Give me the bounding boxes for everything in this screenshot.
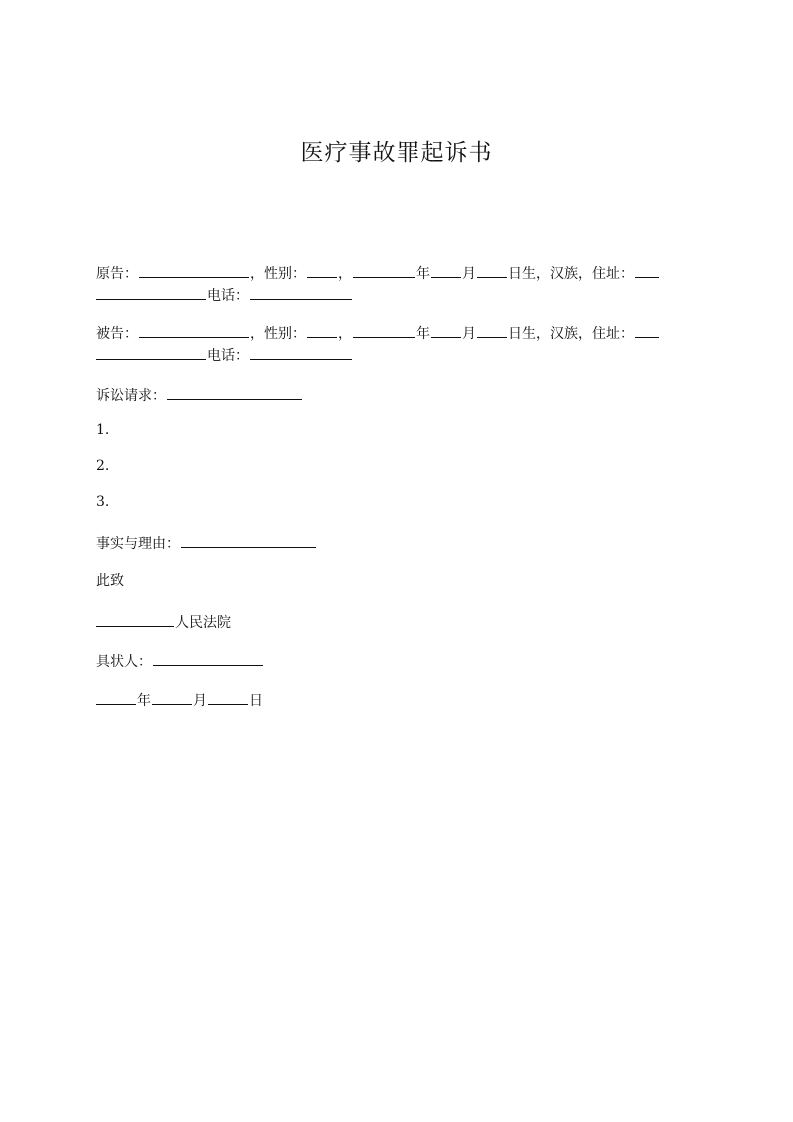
claims-label: 诉讼请求：	[96, 388, 166, 404]
signer-line	[96, 650, 264, 672]
defendant-name-blank[interactable]	[139, 322, 249, 338]
defendant-line-1	[96, 322, 660, 344]
plaintiff-label: 原告：	[96, 266, 138, 282]
defendant-line-2	[96, 344, 353, 366]
signer-label: 具状人：	[96, 654, 152, 670]
defendant-label: 被告：	[96, 326, 138, 342]
plaintiff-month-blank[interactable]	[431, 262, 461, 278]
defendant-phone-blank[interactable]	[250, 344, 352, 360]
defendant-gender-blank[interactable]	[307, 322, 337, 338]
claim-item-1: 1.	[96, 422, 110, 438]
date-month-blank[interactable]	[152, 689, 192, 705]
facts-blank[interactable]	[181, 532, 316, 548]
plaintiff-phone-label: 电话：	[207, 288, 249, 304]
date-month-label: 月	[193, 693, 207, 709]
defendant-birth-address-label: 日生，汉族，住址：	[508, 326, 634, 342]
date-day-label: 日	[249, 693, 263, 709]
court-suffix: 人民法院	[175, 615, 231, 631]
defendant-address-blank-2[interactable]	[96, 344, 206, 360]
plaintiff-address-blank-2[interactable]	[96, 284, 206, 300]
claims-blank[interactable]	[167, 384, 302, 400]
plaintiff-month-label: 月	[462, 266, 476, 282]
claims-line	[96, 384, 303, 406]
plaintiff-day-blank[interactable]	[477, 262, 507, 278]
court-name-blank[interactable]	[96, 611, 174, 627]
defendant-year-blank[interactable]	[353, 322, 415, 338]
signer-blank[interactable]	[153, 650, 263, 666]
plaintiff-birth-address-label: 日生，汉族，住址：	[508, 266, 634, 282]
defendant-gender-label: ，性别：	[250, 326, 306, 342]
plaintiff-gender-blank[interactable]	[307, 262, 337, 278]
date-year-blank[interactable]	[96, 689, 136, 705]
plaintiff-line-2	[96, 284, 353, 306]
facts-label: 事实与理由：	[96, 536, 180, 552]
plaintiff-phone-blank[interactable]	[250, 284, 352, 300]
defendant-separator: ，	[338, 326, 352, 342]
facts-line	[96, 532, 317, 554]
defendant-address-blank[interactable]	[635, 322, 659, 338]
plaintiff-year-blank[interactable]	[353, 262, 415, 278]
plaintiff-separator: ，	[338, 266, 352, 282]
claim-item-3: 3.	[96, 494, 110, 510]
plaintiff-name-blank[interactable]	[139, 262, 249, 278]
plaintiff-address-blank[interactable]	[635, 262, 659, 278]
plaintiff-year-label: 年	[416, 266, 430, 282]
date-day-blank[interactable]	[208, 689, 248, 705]
defendant-year-label: 年	[416, 326, 430, 342]
defendant-phone-label: 电话：	[207, 348, 249, 364]
date-line	[96, 689, 263, 711]
defendant-month-blank[interactable]	[431, 322, 461, 338]
plaintiff-line-1	[96, 262, 660, 284]
date-year-label: 年	[137, 693, 151, 709]
document-title: 医疗事故罪起诉书	[300, 140, 493, 166]
closing-to: 此致	[96, 573, 124, 589]
claim-item-2: 2.	[96, 458, 110, 474]
plaintiff-gender-label: ，性别：	[250, 266, 306, 282]
defendant-day-blank[interactable]	[477, 322, 507, 338]
defendant-month-label: 月	[462, 326, 476, 342]
court-line	[96, 611, 231, 633]
